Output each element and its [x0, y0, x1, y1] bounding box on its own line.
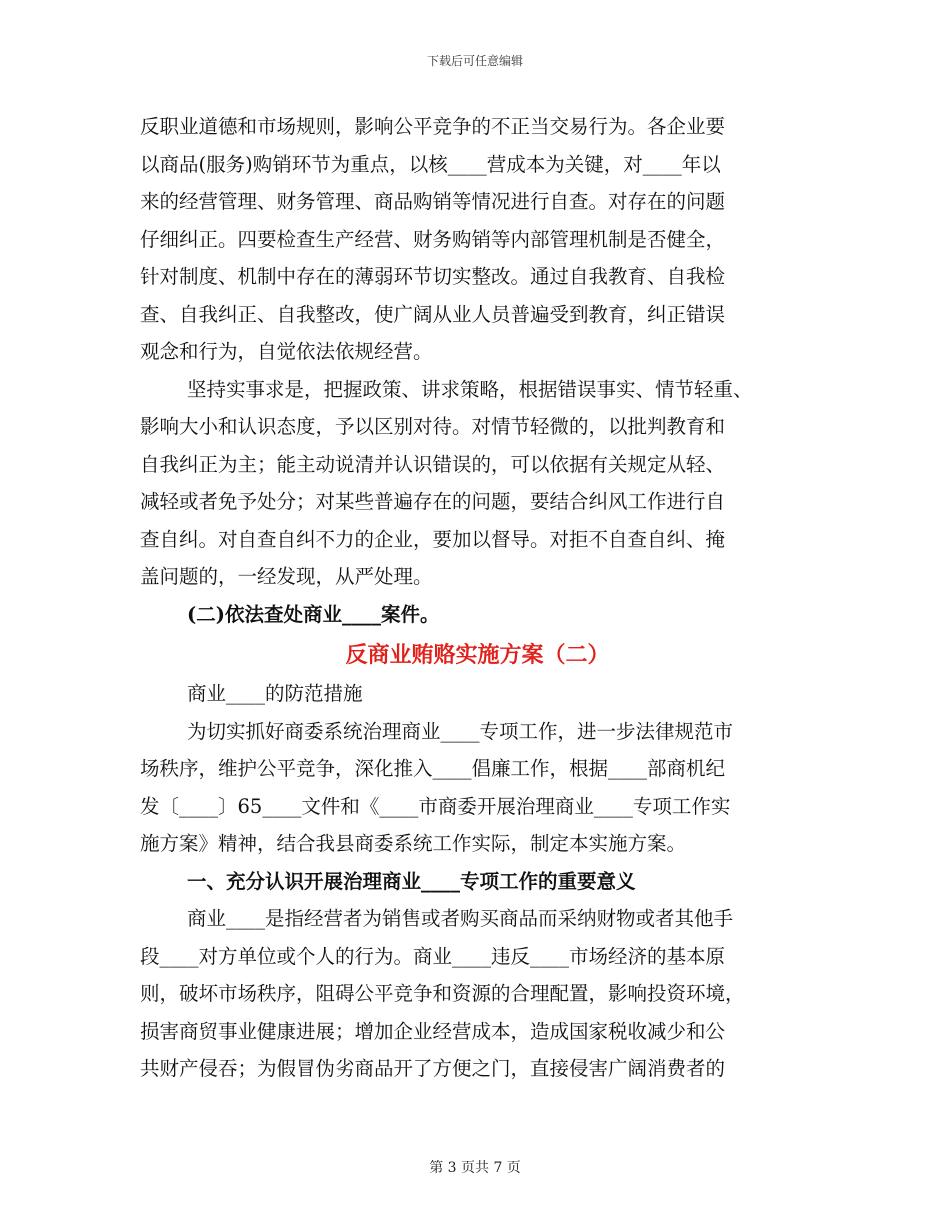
- document-body: [140, 108, 815, 1088]
- text-line: 自我纠正为主；能主动说清并认识错误的，可以依据有关规定从轻、: [140, 452, 726, 476]
- text-line: 损害商贸事业健康进展；增加企业经营成本，造成国家税收减少和公: [140, 1019, 726, 1043]
- text-line: 则，破坏市场秩序，阻碍公平竞争和资源的合理配置，影响投资环境，: [140, 982, 745, 1005]
- text-line: 商业____的防范措施: [187, 682, 363, 705]
- page-footer: 第 3 页共 7 页: [429, 1160, 521, 1176]
- text-line: 施方案》精神，结合我县商委系统工作实际，制定本实施方案。: [140, 832, 687, 855]
- text-line: 盖问题的，一经发现，从严处理。: [140, 565, 433, 588]
- text-line: 以商品(服务)购销环节为重点，以核____营成本为关键，对____年以: [140, 152, 721, 176]
- text-line: 影响大小和认识态度，予以区别对待。对情节轻微的，以批判教育和: [140, 415, 726, 438]
- text-line: 反职业道德和市场规则，影响公平竞争的不正当交易行为。各企业要: [140, 115, 726, 138]
- text-line: 坚持实事求是，把握政策、讲求策略，根据错误事实、情节轻重、: [187, 377, 753, 401]
- text-line: 共财产侵吞；为假冒伪劣商品开了方便之门，直接侵害广阔消费者的: [140, 1057, 726, 1080]
- text-line: 仔细纠正。四要检查生产经营、财务购销等内部管理机制是否健全，: [140, 227, 726, 251]
- text-line: 发〔____〕65____文件和《____市商委开展治理商业____专项工作实: [140, 794, 731, 818]
- text-line: 针对制度、机制中存在的薄弱环节切实整改。通过自我教育、自我检: [140, 265, 726, 288]
- section-heading: 一、充分认识开展治理商业____专项工作的重要意义: [187, 869, 636, 893]
- section-heading: (二)依法查处商业____案件。: [187, 602, 440, 626]
- text-line: 商业____是指经营者为销售或者购买商品而采纳财物或者其他手: [187, 907, 734, 930]
- text-line: 减轻或者免予处分；对某些普遍存在的问题，要结合纠风工作进行自: [140, 490, 726, 513]
- text-line: 观念和行为，自觉依法依规经营。: [140, 340, 433, 363]
- text-line: 场秩序，维护公平竞争，深化推入____倡廉工作，根据____部商机纪: [140, 757, 726, 780]
- text-line: 来的经营管理、财务管理、商品购销等情况进行自查。对存在的问题: [140, 190, 726, 213]
- text-line: 为切实抓好商委系统治理商业____专项工作，进一步法律规范市: [187, 719, 734, 743]
- text-line: 查自纠。对自查自纠不力的企业，要加以督导。对拒不自查自纠、掩: [140, 527, 726, 551]
- text-line: 查、自我纠正、自我整改，使广阔从业人员普遍受到教育，纠正错误: [140, 302, 726, 326]
- text-line: 段____对方单位或个人的行为。商业____违反____市场经济的基本原: [140, 944, 726, 968]
- page-header: 下载后可任意编辑: [426, 54, 523, 68]
- document-title: 反商业贿赂实施方案（二）: [345, 642, 610, 668]
